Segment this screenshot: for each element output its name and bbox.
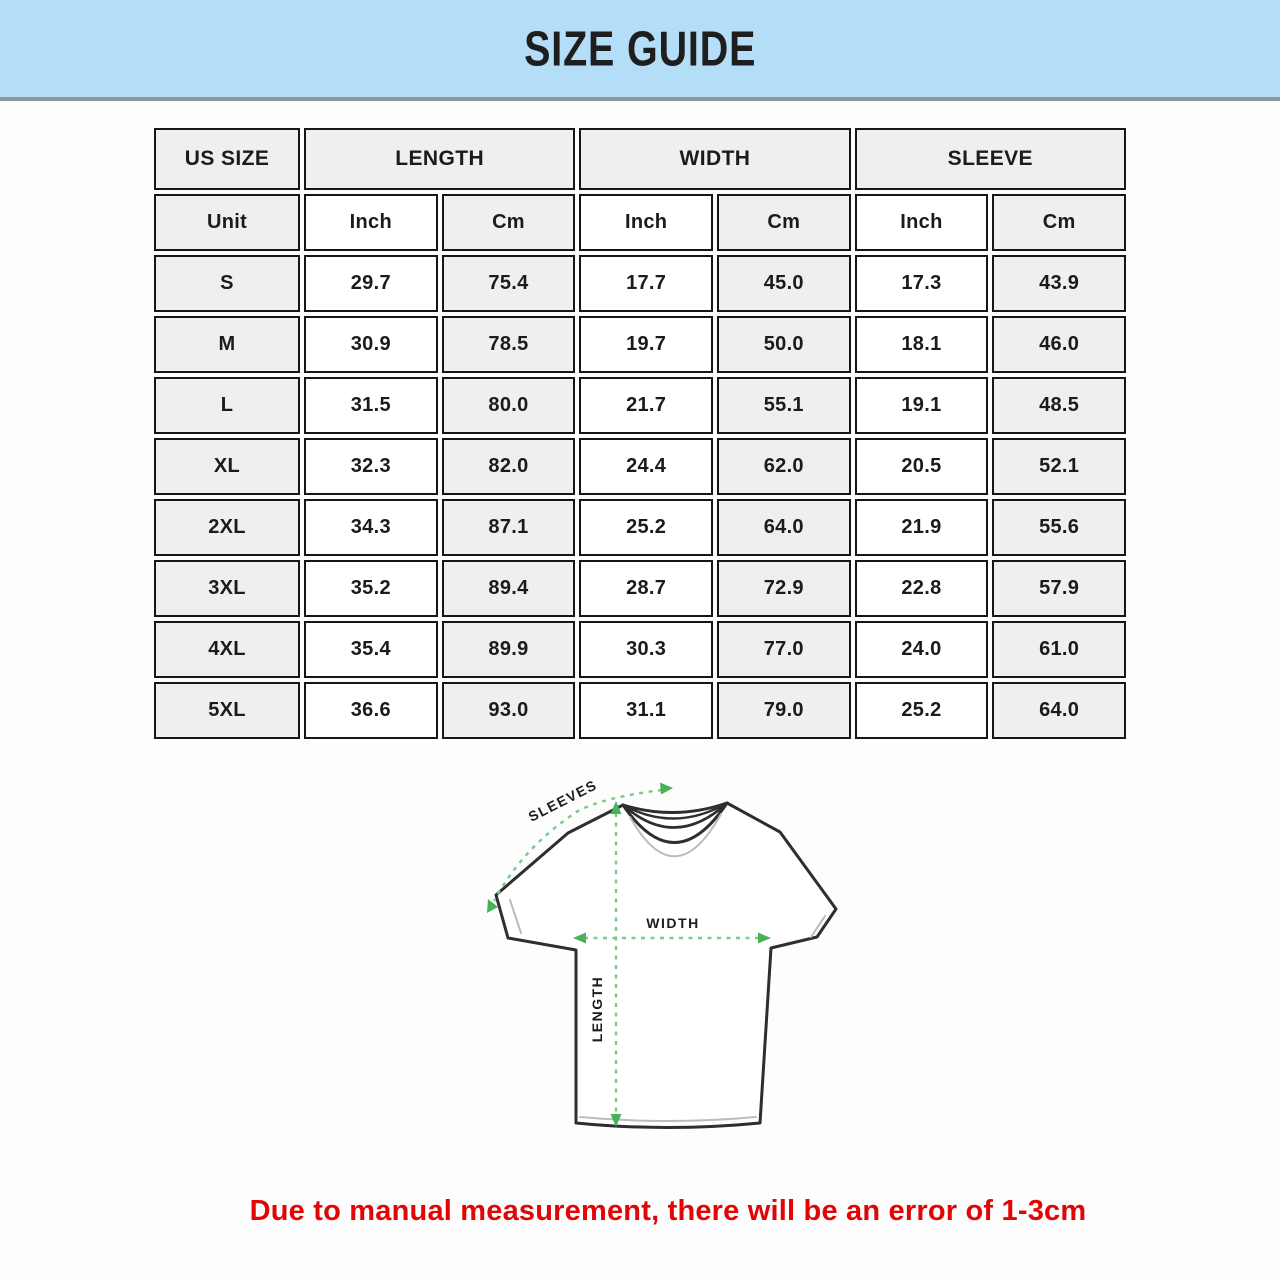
value-cell: 52.1 bbox=[992, 438, 1126, 495]
unit-cell: Inch bbox=[855, 194, 989, 251]
value-cell: 19.1 bbox=[855, 377, 989, 434]
size-cell: S bbox=[154, 255, 300, 312]
header-band bbox=[0, 0, 1280, 101]
unit-cell: Inch bbox=[579, 194, 713, 251]
value-cell: 35.2 bbox=[304, 560, 438, 617]
size-cell: M bbox=[154, 316, 300, 373]
value-cell: 21.9 bbox=[855, 499, 989, 556]
col-header-us-size: US SIZE bbox=[154, 128, 300, 190]
value-cell: 25.2 bbox=[579, 499, 713, 556]
value-cell: 30.9 bbox=[304, 316, 438, 373]
value-cell: 55.1 bbox=[717, 377, 851, 434]
unit-cell: Cm bbox=[442, 194, 576, 251]
table-row bbox=[154, 377, 1126, 434]
value-cell: 19.7 bbox=[579, 316, 713, 373]
col-header-width: WIDTH bbox=[579, 128, 850, 190]
footer-note: Due to manual measurement, there will be an error of 1-3cm bbox=[249, 1195, 1087, 1227]
value-cell: 21.7 bbox=[579, 377, 713, 434]
tshirt-diagram bbox=[0, 769, 1280, 1153]
table-row bbox=[154, 316, 1126, 373]
table-row bbox=[154, 438, 1126, 495]
value-cell: 17.3 bbox=[855, 255, 989, 312]
size-cell: 3XL bbox=[154, 560, 300, 617]
value-cell: 45.0 bbox=[717, 255, 851, 312]
size-table-container bbox=[150, 124, 1130, 743]
value-cell: 46.0 bbox=[992, 316, 1126, 373]
table-row bbox=[154, 682, 1126, 739]
value-cell: 29.7 bbox=[304, 255, 438, 312]
size-cell: 2XL bbox=[154, 499, 300, 556]
size-cell: XL bbox=[154, 438, 300, 495]
table-row bbox=[154, 621, 1126, 678]
value-cell: 32.3 bbox=[304, 438, 438, 495]
value-cell: 31.5 bbox=[304, 377, 438, 434]
value-cell: 36.6 bbox=[304, 682, 438, 739]
value-cell: 79.0 bbox=[717, 682, 851, 739]
value-cell: 87.1 bbox=[442, 499, 576, 556]
value-cell: 93.0 bbox=[442, 682, 576, 739]
length-label: LENGTH bbox=[589, 975, 605, 1043]
value-cell: 17.7 bbox=[579, 255, 713, 312]
page-title: SIZE GUIDE bbox=[523, 20, 757, 77]
value-cell: 24.0 bbox=[855, 621, 989, 678]
value-cell: 78.5 bbox=[442, 316, 576, 373]
tshirt-outline bbox=[496, 803, 836, 1128]
col-header-sleeve: SLEEVE bbox=[855, 128, 1126, 190]
value-cell: 34.3 bbox=[304, 499, 438, 556]
value-cell: 28.7 bbox=[579, 560, 713, 617]
value-cell: 55.6 bbox=[992, 499, 1126, 556]
value-cell: 50.0 bbox=[717, 316, 851, 373]
value-cell: 61.0 bbox=[992, 621, 1126, 678]
value-cell: 30.3 bbox=[579, 621, 713, 678]
value-cell: 20.5 bbox=[855, 438, 989, 495]
value-cell: 64.0 bbox=[992, 682, 1126, 739]
col-header-length: LENGTH bbox=[304, 128, 575, 190]
value-cell: 82.0 bbox=[442, 438, 576, 495]
sleeves-label: SLEEVES bbox=[525, 776, 600, 825]
table-row bbox=[154, 560, 1126, 617]
group-header-row bbox=[154, 128, 1126, 190]
value-cell: 43.9 bbox=[992, 255, 1126, 312]
value-cell: 25.2 bbox=[855, 682, 989, 739]
size-cell: L bbox=[154, 377, 300, 434]
size-cell: 4XL bbox=[154, 621, 300, 678]
value-cell: 72.9 bbox=[717, 560, 851, 617]
value-cell: 57.9 bbox=[992, 560, 1126, 617]
value-cell: 80.0 bbox=[442, 377, 576, 434]
value-cell: 31.1 bbox=[579, 682, 713, 739]
value-cell: 64.0 bbox=[717, 499, 851, 556]
value-cell: 75.4 bbox=[442, 255, 576, 312]
table-row bbox=[154, 255, 1126, 312]
value-cell: 35.4 bbox=[304, 621, 438, 678]
width-label: WIDTH bbox=[646, 915, 700, 931]
sleeves-arrow-right-icon bbox=[660, 783, 673, 795]
value-cell: 89.9 bbox=[442, 621, 576, 678]
unit-label-cell: Unit bbox=[154, 194, 300, 251]
table-row bbox=[154, 499, 1126, 556]
unit-cell: Inch bbox=[304, 194, 438, 251]
tshirt-drawing bbox=[465, 769, 865, 1153]
value-cell: 18.1 bbox=[855, 316, 989, 373]
unit-row bbox=[154, 194, 1126, 251]
size-cell: 5XL bbox=[154, 682, 300, 739]
value-cell: 22.8 bbox=[855, 560, 989, 617]
value-cell: 62.0 bbox=[717, 438, 851, 495]
unit-cell: Cm bbox=[992, 194, 1126, 251]
value-cell: 89.4 bbox=[442, 560, 576, 617]
value-cell: 48.5 bbox=[992, 377, 1126, 434]
size-table bbox=[150, 124, 1130, 743]
value-cell: 24.4 bbox=[579, 438, 713, 495]
unit-cell: Cm bbox=[717, 194, 851, 251]
value-cell: 77.0 bbox=[717, 621, 851, 678]
